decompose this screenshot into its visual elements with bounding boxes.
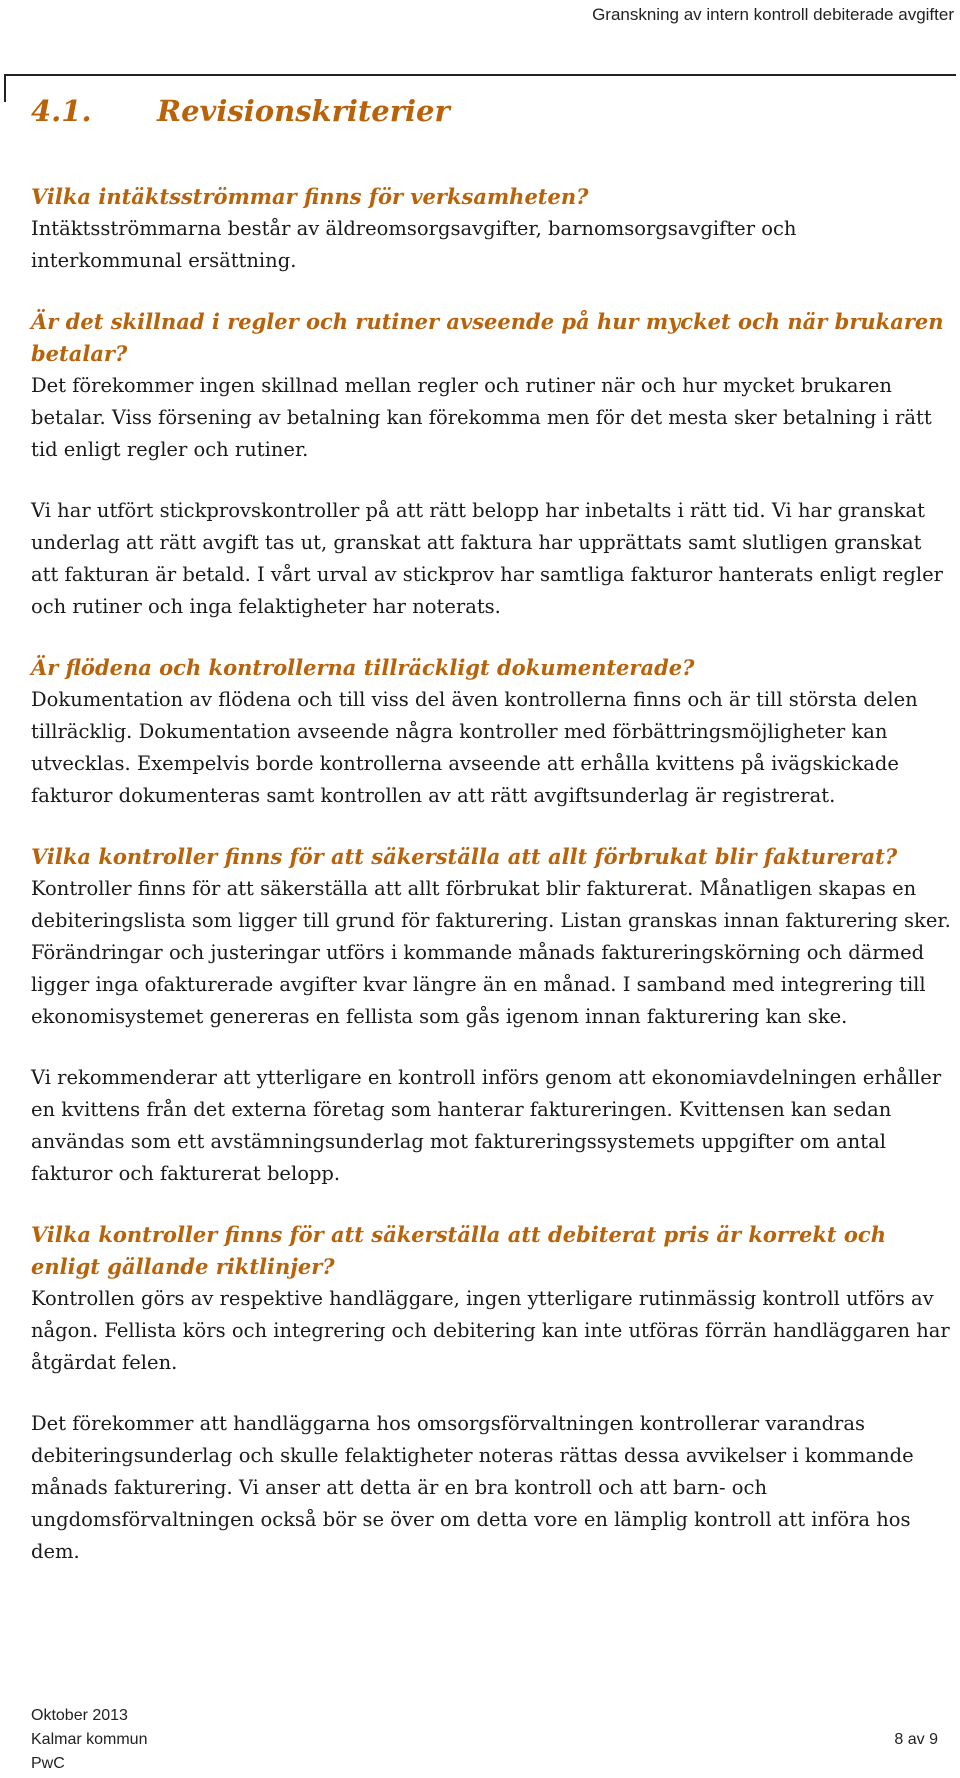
footer-firm: PwC	[31, 1755, 65, 1772]
running-header: Granskning av intern kontroll debiterade avgifter	[592, 5, 954, 24]
question-heading: Vilka kontroller finns för att säkerställa att allt förbrukat blir fakturerat?	[31, 844, 898, 870]
header-rule	[4, 74, 956, 76]
body-paragraph: Kontroller finns för att säkerställa att allt förbrukat blir fakturerat. Månatligen skapas en debiteringslista som ligger till grund för fakturering. Listan granskas innan fakturering sker. Förändringar och justeringar utförs i kommande månads faktureringskörning och därmed ligger inga ofakturerade avgifter kvar längre än en månad. I samband med integrering till ekonomisystemet genereras en fellista som gås igenom innan fakturering kan ske.	[31, 877, 951, 1029]
body-paragraph: Intäktsströmmarna består av äldreomsorgsavgifter, barnomsorgsavgifter och interkommunal ersättning.	[31, 217, 797, 273]
body-paragraph: Vi rekommenderar att ytterligare en kontroll införs genom att ekonomiavdelningen erhåller en kvittens från det externa företag som hanterar faktureringen. Kvittensen kan sedan användas som ett avstämningsunderlag mot faktureringssystemets uppgifter om antal fakturor och fakturerat belopp.	[31, 1066, 942, 1186]
qa-block-6	[31, 1062, 951, 1190]
footer-left	[31, 1704, 147, 1776]
section-title: Revisionskriterier	[157, 94, 450, 128]
footer-date: Oktober 2013	[31, 1707, 128, 1724]
body-paragraph: Det förekommer att handläggarna hos omsorgsförvaltningen kontrollerar varandras debiteringsunderlag och skulle felaktigheter noteras rättas dessa avvikelser i kommande månads fakturering. Vi anser att detta är en bra kontroll och att barn- och ungdomsförvaltningen också bör se över om detta vore en lämplig kontroll att införa hos dem.	[31, 1412, 914, 1564]
body-paragraph: Vi har utfört stickprovskontroller på att rätt belopp har inbetalts i rätt tid. Vi har granskat underlag att rätt avgift tas ut, granskat att faktura har upprättats samt slutligen granskat att fakturan är betald. I vårt urval av stickprov har samtliga fakturor hanterats enligt regler och rutiner och inga felaktigheter har noterats.	[31, 499, 943, 619]
qa-block-8	[31, 1408, 951, 1568]
question-heading: Vilka kontroller finns för att säkerställa att debiterat pris är korrekt och enligt gällande riktlinjer?	[31, 1222, 886, 1280]
qa-block-7	[31, 1219, 951, 1379]
qa-block-4	[31, 652, 951, 812]
section-number: 4.1.	[31, 94, 92, 128]
qa-block-2	[31, 306, 951, 466]
header-rule-tick	[4, 74, 6, 102]
document-body	[31, 92, 951, 1597]
body-paragraph: Kontrollen görs av respektive handläggare, ingen ytterligare rutinmässig kontroll utförs av någon. Fellista körs och integrering och debitering kan inte utföras förrän handläggaren har åtgärdat felen.	[31, 1287, 950, 1375]
page-number: 8 av 9	[894, 1731, 938, 1748]
body-paragraph: Det förekommer ingen skillnad mellan regler och rutiner när och hur mycket brukaren betalar. Viss försening av betalning kan förekomma men för det mesta sker betalning i rätt tid enligt regler och rutiner.	[31, 374, 932, 462]
question-heading: Är flödena och kontrollerna tillräckligt dokumenterade?	[31, 655, 695, 681]
qa-block-1	[31, 181, 951, 277]
question-heading: Vilka intäktsströmmar finns för verksamheten?	[31, 184, 589, 210]
footer-client: Kalmar kommun	[31, 1731, 148, 1748]
question-heading: Är det skillnad i regler och rutiner avseende på hur mycket och när brukaren betalar?	[31, 309, 944, 367]
body-paragraph: Dokumentation av flödena och till viss del även kontrollerna finns och är till största delen tillräcklig. Dokumentation avseende några kontroller med förbättringsmöjligheter kan utvecklas. Exempelvis borde kontrollerna avseende att erhålla kvittens på ivägskickade fakturor dokumenteras samt kontrollen av att rätt avgiftsunderlag är registrerat.	[31, 688, 918, 808]
section-heading	[31, 92, 951, 131]
qa-block-3	[31, 495, 951, 623]
qa-block-5	[31, 841, 951, 1033]
